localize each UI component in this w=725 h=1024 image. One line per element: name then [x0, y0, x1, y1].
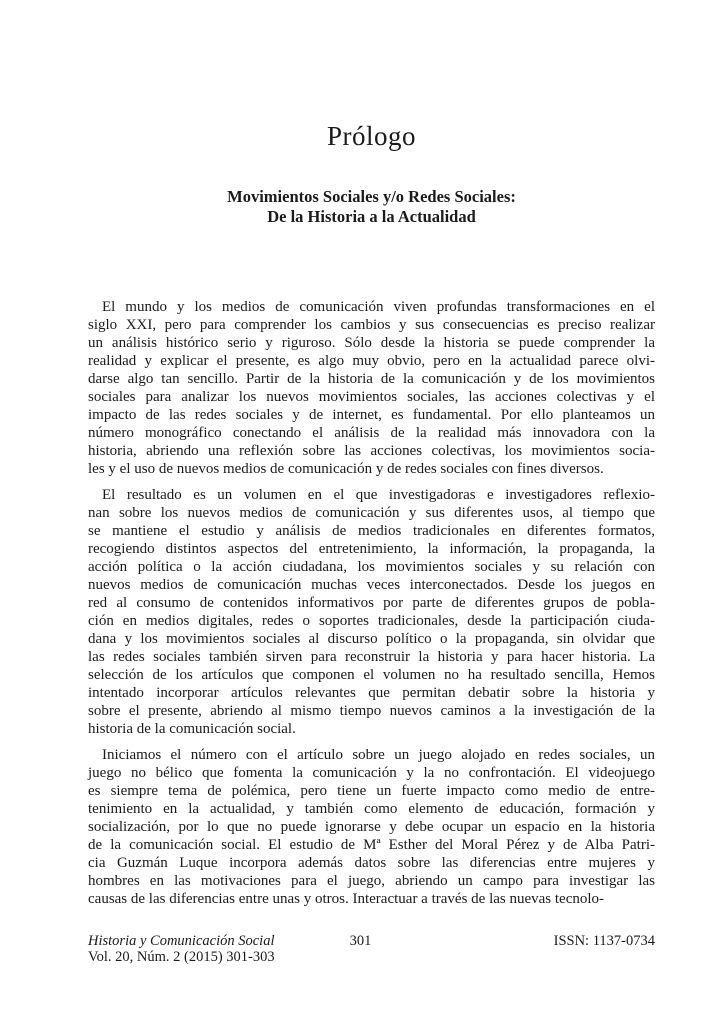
text-line: nuevos medios de comunicación muchas veces interconectados. Desde los juegos en — [88, 577, 655, 593]
text-line: hombres en las motivaciones para el juego, abriendo un campo para investigar las — [88, 873, 655, 889]
journal-title: Historia y Comunicación Social — [88, 933, 275, 949]
text-line: siglo XXI, pero para comprender los cambios y sus consecuencias es preciso realizar — [88, 317, 655, 333]
page-number: 301 — [349, 933, 372, 949]
text-line: impacto de las redes sociales y de internet, es fundamental. Por ello planteamos un — [88, 407, 655, 423]
body-text — [88, 298, 655, 908]
text-line: acción política o la acción ciudadana, los movimientos sociales y su relación con — [88, 559, 655, 575]
paragraph — [88, 298, 655, 478]
text-line: cia Guzmán Luque incorpora además datos sobre las diferencias entre mujeres y — [88, 855, 655, 871]
subtitle-line-1: Movimientos Sociales y/o Redes Sociales: — [227, 187, 516, 206]
text-line: recogiendo distintos aspectos del entretenimiento, la información, la propaganda, la — [88, 541, 655, 557]
text-line: número monográfico conectando el análisis de la realidad más innovadora con la — [88, 425, 655, 441]
paragraph — [88, 746, 655, 908]
text-line: sobre el presente, abriendo al mismo tiempo nuevos caminos a la investigación de la — [88, 703, 655, 719]
text-line: El resultado es un volumen en el que investigadoras e investigadores reflexio- — [102, 487, 655, 503]
page-title: Prólogo — [326, 121, 416, 152]
text-line: selección de los artículos que componen el volumen no ha resultado sencilla, Hemos — [88, 667, 655, 683]
text-line: les y el uso de nuevos medios de comunicación y de redes sociales con fines diversos. — [88, 461, 604, 477]
text-line: un análisis histórico serio y riguroso. Sólo desde la historia se puede comprender la — [88, 335, 655, 351]
issn-label: ISSN: 1137-0734 — [553, 933, 655, 949]
text-line: intentado incorporar artículos relevantes que permitan debatir sobre la historia y — [88, 685, 655, 701]
text-line: nan sobre los nuevos medios de comunicación y sus diferentes usos, al tiempo que — [88, 505, 655, 521]
text-line: realidad y explicar el presente, es algo muy obvio, pero en la actualidad parece olvi- — [88, 353, 655, 369]
text-line: sociales para analizar los nuevos movimientos sociales, las acciones colectivas y el — [88, 389, 655, 405]
text-line: historia, abriendo una reflexión sobre las acciones colectivas, los movimientos socia- — [88, 443, 655, 459]
text-line: ción en medios digitales, redes o soportes tradicionales, desde la participación ciuda- — [88, 613, 655, 629]
text-line: de la comunicación social. El estudio de Mª Esther del Moral Pérez y de Alba Patri- — [88, 837, 655, 853]
text-line: dana y los movimientos sociales al discurso político o la propaganda, sin olvidar que — [88, 631, 655, 647]
text-line: El mundo y los medios de comunicación viven profundas transformaciones en el — [102, 299, 655, 315]
text-line: Iniciamos el número con el artículo sobre un juego alojado en redes sociales, un — [102, 747, 655, 763]
text-line: darse algo tan sencillo. Partir de la historia de la comunicación y de los movimientos — [88, 371, 655, 387]
text-line: historia de la comunicación social. — [88, 721, 296, 737]
text-line: red al consumo de contenidos informativos por parte de diferentes grupos de pobla- — [88, 595, 655, 611]
text-line: tenimiento en la actualidad, y también como elemento de educación, formación y — [88, 801, 655, 817]
article-subtitle — [88, 187, 655, 227]
text-line: juego no bélico que fomenta la comunicación y la no confrontación. El videojuego — [88, 765, 655, 781]
text-line: es siempre tema de polémica, pero tiene un fuerte impacto como medio de entre- — [88, 783, 655, 799]
text-line: causas de las diferencias entre unas y otros. Interactuar a través de las nuevas tecnolo- — [88, 891, 605, 907]
text-line: las redes sociales también sirven para reconstruir la historia y para hacer historia. La — [88, 649, 655, 665]
text-line: socialización, por lo que no puede ignorarse y debe ocupar un espacio en la historia — [88, 819, 655, 835]
text-line: se mantiene el estudio y análisis de medios tradicionales en diferentes formatos, — [88, 523, 655, 539]
subtitle-line-2: De la Historia a la Actualidad — [267, 207, 476, 226]
paragraph — [88, 486, 655, 738]
journal-volume: Vol. 20, Núm. 2 (2015) 301-303 — [88, 949, 275, 965]
